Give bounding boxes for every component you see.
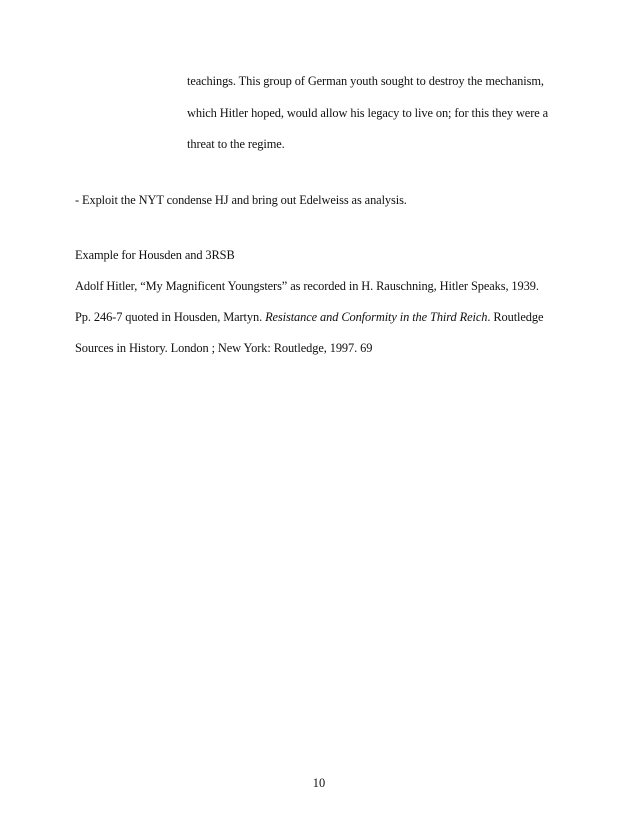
block-quote-line-2: which Hitler hoped, would allow his legacy to live on; for this they were a — [187, 106, 549, 120]
block-quote-line-3: threat to the regime. — [187, 137, 285, 151]
citation-line-2-suffix: . Routledge — [487, 310, 544, 324]
book-title: Resistance and Conformity in the Third Reich — [265, 310, 488, 324]
page-number: 10 — [312, 776, 326, 790]
citation-line-3: Sources in History. London ; New York: Routledge, 1997. 69 — [75, 341, 373, 355]
block-quote-line-1: teachings. This group of German youth sought to destroy the mechanism, — [187, 74, 544, 88]
citation-line-2-prefix: Pp. 246-7 quoted in Housden, Martyn. — [75, 310, 266, 324]
author-note: - Exploit the NYT condense HJ and bring out Edelweiss as analysis. — [75, 193, 407, 207]
citation-line-1: Adolf Hitler, “My Magnificent Youngsters” as recorded in H. Rauschning, Hitler Speaks, 1939. — [75, 279, 539, 293]
example-heading: Example for Housden and 3RSB — [75, 248, 235, 262]
citation-line-2 — [75, 309, 543, 325]
